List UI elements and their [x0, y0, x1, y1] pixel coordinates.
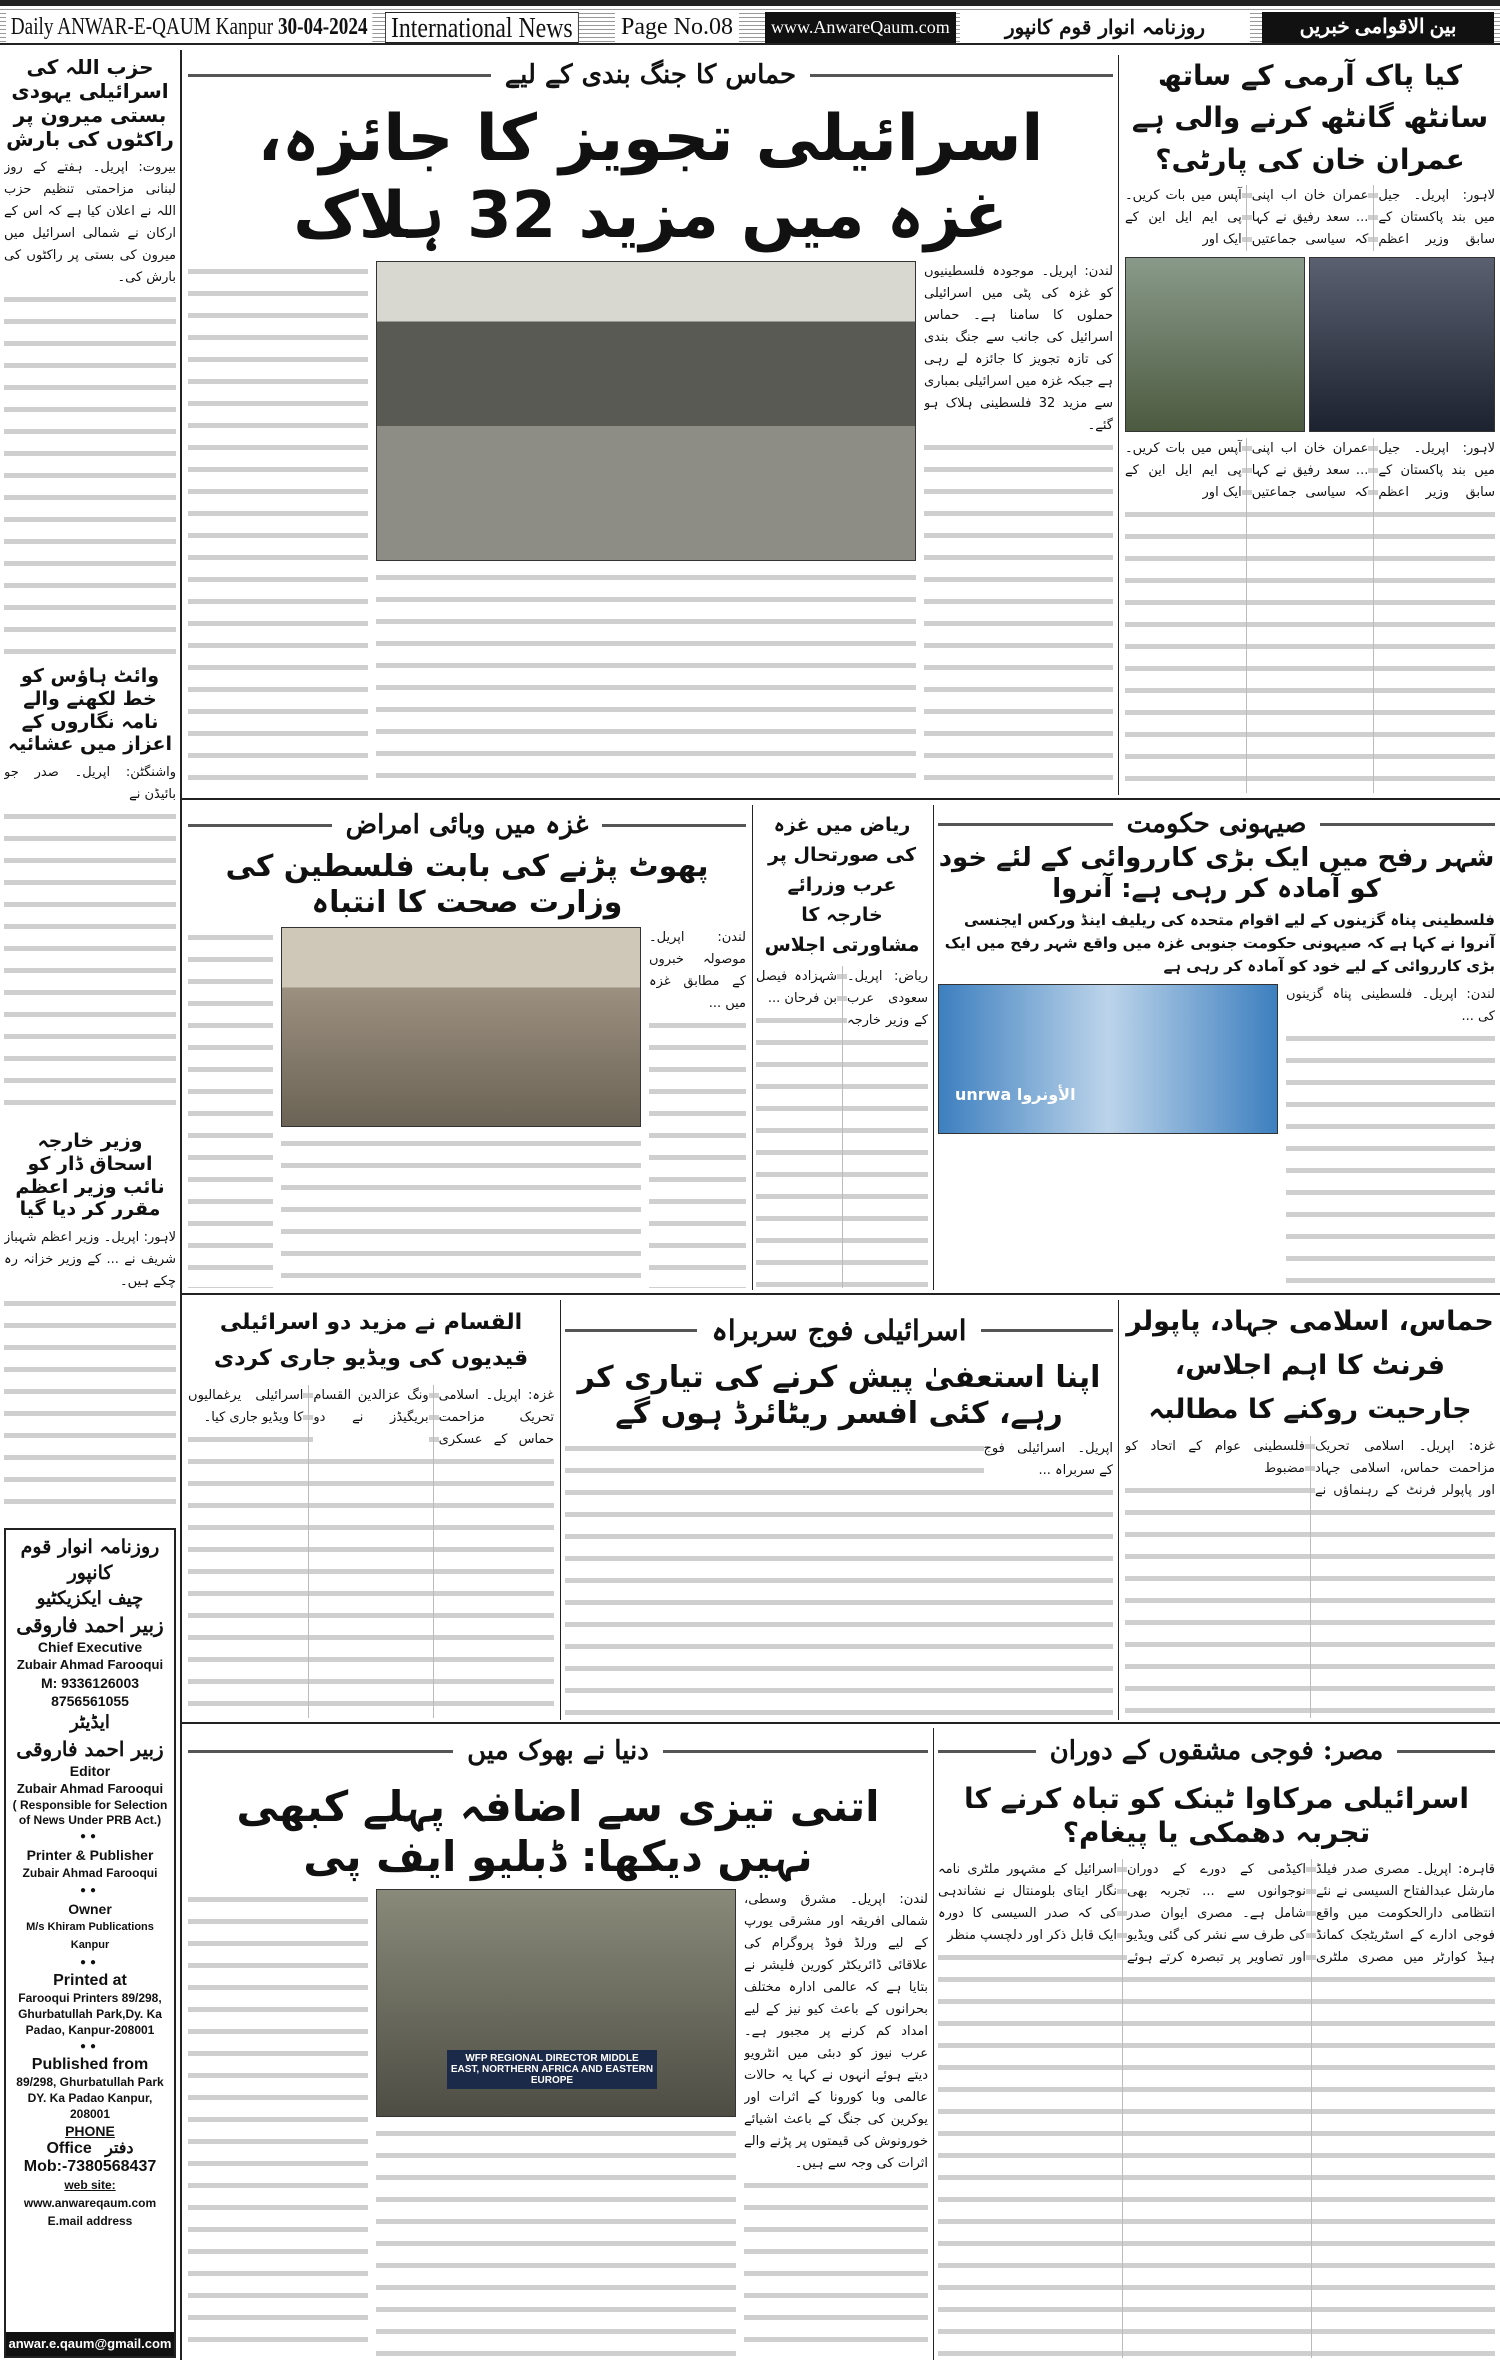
printer-label: Printer & Publisher	[26, 1847, 154, 1863]
wfp-director-photo	[376, 1889, 736, 2117]
page-header	[0, 0, 1500, 45]
office-line: Office دفتر	[46, 2140, 134, 2157]
headline: اپنا استعفیٰ پیش کرنے کی تیاری کر رہے، کئی افسر ریٹائرڈ ہوں گے	[577, 1360, 1101, 1431]
page-number: Page No.08	[615, 12, 739, 43]
editor-name-urdu: زبیر احمد فاروقی	[16, 1737, 164, 1761]
article-body: واشنگٹن: اپریل۔ صدر جو بائیڈن نے	[4, 762, 176, 1120]
chief-exec-name: Zubair Ahmad Farooqui	[16, 1657, 164, 1672]
kicker: صیہونی حکومت	[938, 805, 1495, 843]
article-riyadh	[756, 810, 928, 1288]
mobile: M: 9336126003	[40, 1675, 140, 1691]
urdu-masthead: روزنامہ انوار قوم کانپور	[960, 12, 1250, 43]
chief-exec-label: Chief Executive	[37, 1639, 143, 1655]
paper-title: Daily ANWAR-E-QAUM Kanpur 30-04-2024	[6, 12, 372, 43]
headline: اسرائیلی مرکاوا ٹینک کو تباہ کرنے کا تجربہ دھمکی یا پیغام؟	[963, 1782, 1470, 1849]
article-dar	[4, 1130, 176, 1520]
article-egypt	[938, 1728, 1495, 2358]
funeral-prayer-photo	[376, 261, 916, 561]
headline: وائٹ ہاؤس کو خط لکھنے والے نامہ نگاروں کے اعزاز میں عشائیہ	[7, 665, 173, 756]
row-divider	[182, 1722, 1500, 1724]
headline: شہر رفح میں ایک بڑی کارروائی کے لئے خود کو آمادہ کر رہی ہے: آنروا	[938, 843, 1495, 905]
article-body-column	[376, 567, 916, 793]
article-body: اپریل۔ اسرائیلی فوج کے سربراہ ...	[565, 1438, 1113, 1718]
article-body-column	[376, 2123, 736, 2358]
office-mobile: Mob:-7380568437	[23, 2158, 157, 2175]
editor-label: Editor	[69, 1763, 111, 1779]
article-body-column	[188, 927, 273, 1288]
email-label: E.mail address	[47, 2214, 133, 2228]
editor-name: Zubair Ahmad Farooqui	[16, 1781, 164, 1796]
printed-label: Printed at	[53, 1972, 127, 1989]
email-address[interactable]: anwar.e.qaum@gmail.com	[6, 2332, 174, 2356]
column-divider	[180, 50, 182, 2360]
article-pak-army	[1125, 55, 1495, 793]
kicker: غزہ میں وبائی امراض	[188, 805, 746, 845]
article-qassam	[188, 1305, 554, 1718]
article-army-chief	[565, 1300, 1113, 1718]
kicker: اسرائیلی فوج سربراہ	[565, 1300, 1113, 1360]
headline: القسام نے مزید دو اسرائیلی قیدیوں کی ویڈیو جاری کردی	[213, 1310, 529, 1371]
separator: ●●	[79, 1957, 101, 1968]
article-hezbollah	[4, 55, 176, 655]
column-divider	[1118, 1300, 1119, 1720]
article-body: لاہور: اپریل۔ وزیر اعظم شہباز شریف نے ... کے وزیر خزانہ رہ چکے ہیں۔	[4, 1227, 176, 1520]
article-body: غزہ: اپریل۔ اسلامی تحریک مزاحمت حماس، اسلامی جہاد اور پاپولر فرنٹ کے رہنماؤں نے فلسطینی عوام کے اتحاد کو مضبوط	[1125, 1436, 1495, 1718]
kicker: دنیا نے بھوک میں	[188, 1728, 928, 1774]
headline: حزب اللہ کی اسرائیلی یہودی بستی میرون پر راکٹوں کی بارش	[6, 55, 174, 151]
headline: حماس، اسلامی جہاد، پاپولر فرنٹ کا اہم اجلاس، جارحیت روکنے کا مطالبہ	[1126, 1306, 1494, 1425]
newspaper-logo: روزنامہ انوار قوم کانپور	[20, 1536, 160, 1584]
website: www.AnwareQaum.com	[765, 12, 956, 43]
article-rafah	[938, 805, 1495, 1288]
article-intro: لاہور: اپریل۔ جیل میں بند پاکستان کے سابق وزیر اعظم عمران خان اب اپنی ... سعد رفیق نے کہا کہ سیاسی جماعتیں آپس میں بات کریں۔ پی ایم ایل این کے ایک اور	[1125, 185, 1495, 251]
article-body: غزہ: اپریل۔ اسلامی تحریک مزاحمت حماس کے عسکری ونگ عزالدین القسام بریگیڈز نے دو اسرائیلی یرغمالیوں کا ویڈیو جاری کیا۔	[188, 1385, 554, 1718]
kicker: حماس کا جنگ بندی کے لیے	[188, 55, 1113, 95]
separator: ●●	[79, 2041, 101, 2052]
separator: ●●	[79, 1831, 101, 1842]
article-gaza-health	[188, 805, 746, 1288]
article-body: لاہور: اپریل۔ جیل میں بند پاکستان کے سابق وزیر اعظم عمران خان اب اپنی ... سعد رفیق نے کہا کہ سیاسی جماعتیں آپس میں بات کریں۔ پی ایم ایل این کے ایک اور	[1125, 438, 1495, 793]
article-body-column	[281, 1133, 641, 1288]
web-label: web site:	[64, 2178, 116, 2192]
separator: ●●	[79, 1885, 101, 1896]
printed-address: Farooqui Printers 89/298, Ghurbatullah Park,Dy. Ka Padao, Kanpur-208001	[18, 1991, 162, 2037]
prb-note: ( Responsible for Selection of News Under PRB Act.)	[12, 1798, 168, 1827]
column-divider	[933, 1728, 934, 2360]
article-body-column	[188, 261, 368, 793]
article-body: قاہرہ: اپریل۔ مصری صدر فیلڈ مارشل عبدالفتاح السیسی نے نئے انتظامی دارالحکومت میں واقع فوجی ادارے کے اسٹریٹجک کمانڈ ہیڈ کوارٹر میں مصری ملٹری اکیڈمی کے دورے کے دوران نوجوانوں سے ... تجربہ بھی شامل ہے۔ مصری ایوان صدر کی طرف سے نشر کی گئی ویڈیو اور تصاویر پر تبصرہ کرتے ہوئے اسرائیل کے مشہور ملٹری نامہ نگار ایتای بلومنتال نے نشاندہی کی کہ صدر السیسی کا دورہ ایک قابل ذکر اور دلچسپ منظر	[938, 1859, 1495, 2358]
article-hamas-jihad	[1125, 1300, 1495, 1718]
unrwa-chief-photo	[938, 984, 1278, 1134]
printer-name: Zubair Ahmad Farooqui	[22, 1866, 158, 1880]
headline: وزیر خارجہ اسحاق ڈار کو نائب وزیر اعظم مقرر کر دیا گیا	[15, 1130, 165, 1221]
imran-khan-photo	[1309, 257, 1495, 432]
name-urdu: زبیر احمد فاروقی	[16, 1613, 164, 1637]
column-divider	[560, 1300, 561, 1720]
owner-label: Owner	[68, 1901, 112, 1917]
article-wfp	[188, 1728, 928, 2358]
masthead-box	[4, 1528, 176, 2358]
urdu-section: بین الاقوامی خبریں	[1262, 12, 1494, 43]
column-divider	[1118, 55, 1119, 795]
published-address: 89/298, Ghurbatullah Park DY. Ka Padao Kanpur, 208001	[16, 2075, 164, 2121]
article-white-house	[4, 665, 176, 1120]
web-address[interactable]: www.anwareqaum.com	[23, 2196, 157, 2210]
column-divider	[752, 805, 753, 1290]
article-body: ریاض: اپریل۔ سعودی عرب کے وزیر خارجہ شہزادہ فیصل بن فرحان ...	[756, 966, 928, 1288]
owner-city: Kanpur	[70, 1939, 110, 1951]
row-divider	[182, 1293, 1500, 1295]
editor-urdu: ایڈیٹر	[70, 1712, 110, 1733]
subheadline: فلسطینی پناہ گزینوں کے لیے اقوام متحدہ کی ریلیف اینڈ ورکس ایجنسی آنروا نے کہا ہے کہ صیہونی حکومت جنوبی غزہ میں واقع شہر رفح میں ایک بڑی کارروائی کے لیے خود کو آمادہ کر رہی ہے	[944, 911, 1495, 976]
headline: ریاض میں غزہ کی صورتحال پر عرب وزرائے خارجہ کا مشاورتی اجلاس	[764, 814, 920, 956]
gaza-rubble-photo	[281, 927, 641, 1127]
main-headline: اسرائیلی تجویز کا جائزہ، غزہ میں مزید 32 ہلاک	[257, 102, 1044, 253]
article-body: لندن: اپریل۔ موجودہ فلسطینیوں کو غزہ کی پٹی میں اسرائیلی حملوں کا سامنا ہے۔ حماس اسرائیل کی جانب سے جنگ بندی کی تازہ تجویز کا جائزہ لے رہی ہے جبکہ غزہ میں اسرائیلی بمباری سے مزید 32 فلسطینی ہلاک ہو گئے۔	[924, 261, 1113, 793]
headline: اتنی تیزی سے اضافہ پہلے کبھی نہیں دیکھا: ڈبلیو ایف پی	[236, 1782, 880, 1882]
article-hamas-ceasefire	[188, 55, 1113, 793]
article-body: بیروت: اپریل۔ ہفتے کے روز لبنانی مزاحمتی تنظیم حزب اللہ نے اعلان کیا ہے کہ اس کے ارکان نے شمالی اسرائیل میں میرون کی بستی پر راکٹوں کی بارش کی۔	[4, 157, 176, 655]
photo-caption: WFP REGIONAL DIRECTOR MIDDLE EAST, NORTHERN AFRICA AND EASTERN EUROPE	[447, 2050, 657, 2089]
army-chief-photo	[1125, 257, 1305, 432]
row-divider	[182, 798, 1500, 800]
mobile-2: 8756561055	[51, 1693, 129, 1709]
section-title: International News	[385, 12, 579, 43]
article-body: لندن: اپریل۔ فلسطینی پناہ گزینوں کی ...	[1286, 984, 1495, 1288]
kicker: مصر: فوجی مشقوں کے دوران	[938, 1728, 1495, 1774]
photo-text: unrwa الأونروا	[955, 1085, 1076, 1105]
article-body-column	[188, 1889, 368, 2358]
headline: پھوٹ پڑنے کی بابت فلسطین کی وزارت صحت کا انتباہ	[225, 849, 709, 920]
column-divider	[933, 805, 934, 1290]
headline: کیا پاک آرمی کے ساتھ سانٹھ گانٹھ کرنے والی ہے عمران خان کی پارٹی؟	[1131, 59, 1489, 176]
phone-label: PHONE	[65, 2123, 115, 2139]
owner-name: M/s Khiram Publications	[26, 1921, 154, 1933]
chief-exec-urdu: چیف ایکزیکٹیو	[36, 1588, 144, 1609]
published-label: Published from	[31, 2056, 149, 2073]
article-body: لندن: اپریل۔ مشرق وسطی، شمالی افریقہ اور مشرقی یورپ کے لیے ورلڈ فوڈ پروگرام کی علاقائی ڈائریکٹر کورین فلیشر نے بتایا ہے کہ عالمی ادارہ مختلف بحرانوں کے باعث کیو نیز کے لیے امداد کم کرنے پر مجبور ہے۔ عرب نیوز کو دبئی میں انٹرویو دیتے ہوئے انہوں نے کہا یہ حالات عالمی وبا کورونا کے اثرات اور یوکرین کی جنگ کے باعث اشیائے خورونوش کی قیمتوں پر پڑنے والے اثرات کی وجہ سے ہیں۔	[744, 1889, 928, 2358]
article-body: لندن: اپریل۔ موصولہ خبروں کے مطابق غزہ میں ...	[649, 927, 746, 1288]
